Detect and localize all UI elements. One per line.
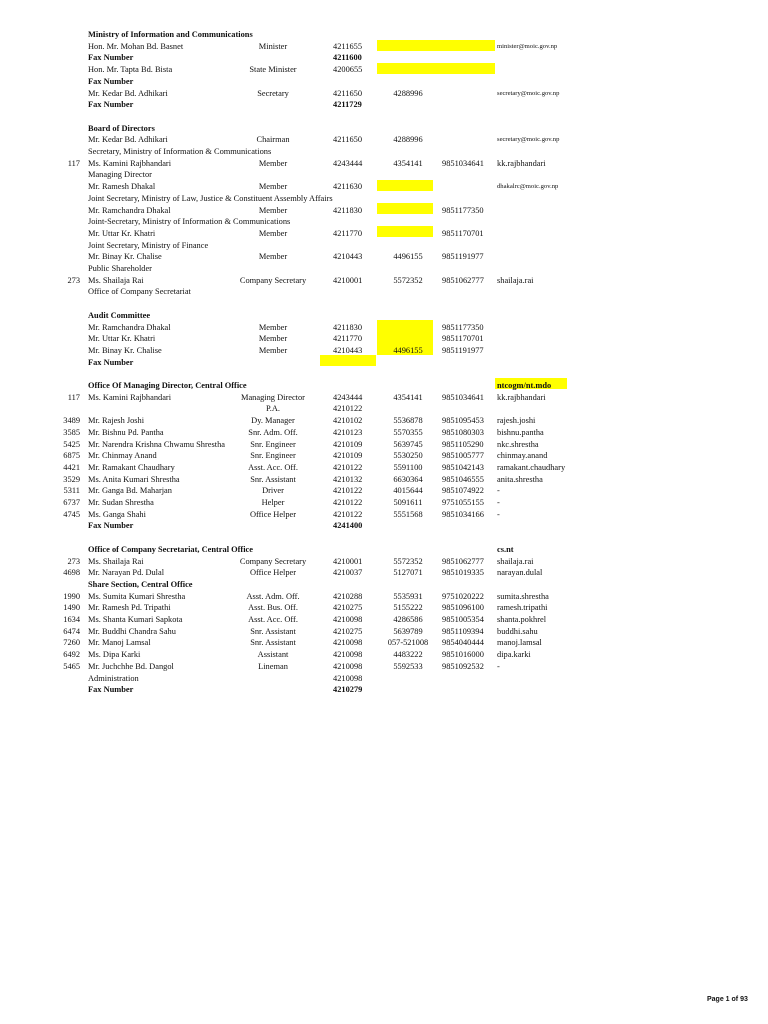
phone-number-2: 5570355 [393,427,423,437]
staff-code: 6875 [63,451,80,461]
mobile-number: 9854040444 [442,638,484,648]
staff-code: 5311 [63,486,80,496]
directory-row [0,88,768,99]
phone-number: 4210122 [333,509,363,519]
designation: Member [258,205,288,215]
entry-name: Mr. Uttar Kr. Khatri [88,228,156,238]
phone-number-2: 5535931 [393,591,423,601]
designation: Member [258,182,288,192]
phone-number: 4211770 [333,334,363,344]
directory-row [0,532,768,543]
designation: Snr. Adm. Off. [248,427,298,437]
phone-number: 4211770 [333,228,363,238]
email-id: bishnu.pantha [497,427,544,437]
phone-number: 4210123 [333,427,363,437]
phone-number: 4211630 [333,182,363,192]
email-id: sumita.shrestha [497,591,549,601]
directory-row [0,286,768,297]
email-id: manoj.lamsal [497,638,542,648]
phone-number-2: 5127071 [393,568,423,578]
mobile-number: 9851005777 [442,451,484,461]
entry-name: Hon. Mr. Mohan Bd. Basnet [88,41,184,51]
entry-name: Ms. Anita Kumari Shrestha [88,474,180,484]
directory-row [0,380,768,391]
entry-name: Audit Committee [88,310,151,320]
entry-name: Mr. Ramesh Pd. Tripathi [88,603,171,613]
directory-row [0,251,768,262]
directory-row [0,403,768,414]
designation: State Minister [249,65,297,75]
email-id: dhakalrc@moic.gov.np [497,183,559,191]
designation: Company Secretary [239,275,307,285]
email-id: narayan.dulal [497,568,543,578]
directory-row [0,684,768,695]
entry-name: Mr. Kedar Bd. Adhikari [88,135,168,145]
mobile-number: 9851191977 [442,252,484,262]
mobile-number: 9851096100 [442,603,484,613]
page-number: Page 1 of 93 [707,996,748,1003]
entry-name: Mr. Ramchandra Dhakal [88,322,171,332]
directory-row [0,450,768,461]
designation: Office Helper [249,568,297,578]
entry-name: Mr. Sudan Shrestha [88,498,154,507]
entry-name: Fax Number [88,357,134,367]
phone-number: 4243444 [333,392,363,402]
phone-number-2: 4015644 [393,486,423,496]
directory-row [0,357,768,368]
directory-row [0,462,768,473]
entry-name: Mr. Ganga Bd. Maharjan [88,486,172,496]
phone-number: 4210109 [333,439,363,449]
phone-number-2: 5639745 [393,439,423,449]
designation: Lineman [258,661,288,671]
entry-name: Mr. Ramchandra Dhakal [88,205,171,215]
directory-row [0,322,768,333]
email-id: minister@moic.gov.np [497,42,558,50]
directory-row [0,392,768,403]
designation: Member [258,228,288,238]
directory-row [0,567,768,578]
directory-row [0,76,768,87]
designation: Secretary [257,88,289,98]
designation: Member [258,334,288,344]
entry-name: Ms. Dipa Karki [88,650,141,660]
phone-number-2: 5572352 [393,556,423,566]
mobile-number: 9851034641 [442,158,484,168]
designation: Snr. Engineer [250,439,296,449]
designation: Minister [258,41,288,51]
directory-row [0,181,768,192]
designation: Chairman [256,135,290,145]
phone-number-2: 4286586 [393,615,423,624]
phone-number: 4210132 [333,474,363,484]
staff-code: 3489 [63,416,80,426]
directory-row [0,544,768,555]
email-id: cs.nt [497,544,514,554]
directory-row [0,368,768,379]
phone-number: 4210098 [333,638,363,648]
email-id: - [497,486,500,496]
staff-code: 3585 [63,427,80,437]
phone-number: 4210109 [333,451,363,461]
designation: Snr. Engineer [250,451,296,461]
designation: P.A. [266,404,280,414]
entry-name: Fax Number [88,685,134,695]
entry-name: Ms. Sumita Kumari Shrestha [88,591,186,601]
phone-number: 4210001 [333,275,363,285]
staff-code: 6737 [63,498,80,507]
staff-code: 4421 [63,462,80,472]
entry-name: Mr. Chinmay Anand [88,451,157,461]
phone-number: 4210288 [333,591,363,601]
entry-name: Joint-Secretary, Ministry of Information & Communications [88,217,291,227]
staff-code: 117 [67,158,80,168]
phone-number: 4210122 [333,404,363,414]
directory-row [0,228,768,239]
email-id: shailaja.rai [497,556,534,566]
entry-name: Mr. Narayan Pd. Dulal [88,568,165,578]
phone-number-2: 5155222 [393,603,423,613]
mobile-number: 9851105290 [442,439,484,449]
designation: Managing Director [241,392,305,402]
email-id: - [497,498,500,507]
directory-row [0,649,768,660]
staff-code: 5425 [63,439,80,449]
directory-row [0,158,768,169]
staff-code: 6492 [63,650,80,660]
directory-row [0,509,768,520]
staff-code: 1634 [63,615,80,624]
phone-number: 4210098 [333,615,363,624]
entry-name: Joint Secretary, Ministry of Finance [88,240,209,250]
phone-number-2: 5639789 [393,626,423,636]
phone-number: 4210443 [333,345,363,355]
designation: Member [258,345,288,355]
mobile-number: 9851191977 [442,345,484,355]
phone-number: 4211650 [333,88,363,98]
phone-number: 4211830 [333,322,363,332]
phone-number: 4210443 [333,252,363,262]
entry-name: Ms. Kamini Rajbhandari [88,392,172,402]
email-id: secretary@moic.gov.np [497,89,560,97]
phone-number-2: 4496155 [393,252,423,262]
phone-number-2: 4288996 [393,135,423,145]
entry-name: Office Of Managing Director, Central Office [88,381,247,390]
phone-number: 4210098 [333,661,363,671]
phone-number-2: 5591100 [393,462,423,472]
entry-name: Ms. Kamini Rajbhandari [88,158,172,168]
directory-row [0,310,768,321]
directory-row [0,263,768,274]
directory-row [0,497,768,508]
email-id: kk.rajbhandari [497,158,546,168]
directory-row [0,134,768,145]
staff-code: 4745 [63,509,80,519]
directory-row [0,298,768,309]
phone-number-2: 5592533 [393,661,423,671]
directory-row [0,579,768,590]
phone-number-2: 4496155 [393,345,423,355]
entry-name: Mr. Binay Kr. Chalise [88,345,162,355]
designation: Helper [261,498,285,507]
directory-row [0,52,768,63]
designation: Assistant [257,650,289,660]
phone-number: 4210122 [333,498,363,507]
entry-name: Mr. Bishnu Pd. Pantha [88,427,164,437]
phone-number-2: 6630364 [393,474,423,484]
phone-number: 4210102 [333,416,363,426]
staff-code: 6474 [63,626,80,636]
mobile-number: 9851095453 [442,416,484,426]
email-id: chinmay.anand [497,451,548,461]
entry-name: Secretary, Ministry of Information & Communications [88,147,272,156]
phone-number-2: 5091611 [393,498,423,507]
entry-name: Mr. Ramakant Chaudhary [88,462,175,472]
entry-name: Ms. Ganga Shahi [88,509,146,519]
entry-name: Ms. Shailaja Rai [88,275,144,285]
designation: Member [258,158,288,168]
entry-name: Ms. Shanta Kumari Sapkota [88,615,183,624]
entry-name: Mr. Uttar Kr. Khatri [88,334,156,344]
entry-name: Fax Number [88,100,134,110]
staff-code: 1490 [63,603,80,613]
phone-number: 4210275 [333,626,363,636]
phone-number: 4211655 [333,41,363,51]
directory-row [0,556,768,567]
email-id: nkc.shrestha [497,439,539,449]
mobile-number: 9851062777 [442,275,484,285]
entry-name: Mr. Juchchhe Bd. Dangol [88,661,174,671]
phone-number: 4211729 [333,100,362,110]
phone-number-2: 5530250 [393,451,423,461]
entry-name: Fax Number [88,521,134,531]
designation: Snr. Assistant [250,474,296,484]
mobile-number: 9851177350 [442,205,484,215]
directory-row [0,474,768,485]
designation: Driver [262,486,284,496]
email-id: dipa.karki [497,650,531,660]
mobile-number: 9851177350 [442,322,484,332]
mobile-number: 9851019335 [442,568,484,578]
directory-row [0,602,768,613]
entry-name: Share Section, Central Office [88,579,193,589]
directory-row [0,64,768,75]
staff-code: 5465 [63,661,80,671]
mobile-number: 9851062777 [442,556,484,566]
phone-number-2: 4354141 [393,158,423,168]
mobile-number: 9851005354 [442,615,484,624]
entry-name: Fax Number [88,76,134,86]
directory-row [0,29,768,40]
entry-name: Managing Director [88,170,152,180]
directory-row [0,99,768,110]
entry-name: Mr. Narendra Krishna Chwamu Shrestha [88,439,225,449]
entry-name: Mr. Manoj Lamsal [88,638,151,648]
staff-code: 4698 [63,568,80,578]
entry-name: Office of Company Secretariat, Central Office [88,544,253,554]
directory-row [0,673,768,684]
phone-number: 4210275 [333,603,363,613]
phone-number: 4210098 [333,650,363,660]
staff-code: 1990 [63,591,80,601]
phone-number: 4210122 [333,486,363,496]
designation: Company Secretary [239,556,307,566]
entry-name: Mr. Binay Kr. Chalise [88,252,162,262]
phone-number-2: 5551568 [393,509,423,519]
directory-row [0,661,768,672]
email-id: - [497,661,500,671]
entry-name: Ms. Shailaja Rai [88,556,144,566]
entry-name: Mr. Ramesh Dhakal [88,182,156,192]
phone-number: 4241400 [333,521,363,531]
email-id: - [497,509,500,519]
designation: Asst. Acc. Off. [248,615,298,624]
email-id: buddhi.sahu [497,626,538,636]
mobile-number: 9851109394 [442,626,484,636]
phone-number: 4210098 [333,673,363,683]
staff-code: 273 [67,275,80,285]
entry-name: Mr. Buddhi Chandra Sahu [88,626,176,636]
staff-code: 117 [67,392,80,402]
mobile-number: 9851080303 [442,427,484,437]
directory-row [0,41,768,52]
email-id: ramakant.chaudhary [497,462,566,472]
phone-number: 4211600 [333,53,362,63]
designation: Office Helper [249,509,297,519]
directory-row [0,485,768,496]
directory-row [0,427,768,438]
entry-name: Board of Directors [88,123,155,133]
phone-number: 4211830 [333,205,363,215]
directory-row [0,193,768,204]
phone-number: 4211650 [333,135,363,145]
entry-name: Ministry of Information and Communications [88,30,253,39]
mobile-number: 9851034641 [442,392,484,402]
email-id: shailaja.rai [497,275,534,285]
staff-code: 7260 [63,638,80,648]
directory-row [0,216,768,227]
directory-row [0,591,768,602]
entry-name: Fax Number [88,53,134,63]
entry-name: Office of Company Secretariat [88,287,191,297]
designation: Snr. Assistant [250,638,296,648]
email-id: kk.rajbhandari [497,392,546,402]
directory-row [0,439,768,450]
phone-number: 4200655 [333,65,363,75]
designation: Member [258,322,288,332]
directory-row [0,240,768,251]
phone-number: 4210279 [333,685,363,695]
directory-row [0,345,768,356]
phone-number-2: 5536878 [393,416,423,426]
directory-row [0,520,768,531]
mobile-number: 9851092532 [442,661,484,671]
designation: Asst. Acc. Off. [248,462,298,472]
directory-row [0,626,768,637]
mobile-number: 9751020222 [442,591,484,601]
designation: Snr. Assistant [250,626,296,636]
entry-name: Hon. Mr. Tapta Bd. Bista [88,65,173,75]
directory-row [0,275,768,286]
phone-number-2: 057-521008 [387,638,429,648]
designation: Member [258,252,288,262]
email-id: rajesh.joshi [497,416,536,426]
phone-number: 4210122 [333,462,363,472]
mobile-number: 9851170701 [442,334,484,344]
designation: Dy. Manager [251,416,295,426]
phone-number: 4210037 [333,568,363,578]
mobile-number: 9851074922 [442,486,484,496]
designation: Asst. Adm. Off. [246,591,300,601]
mobile-number: 9851046555 [442,474,484,484]
directory-row [0,146,768,157]
directory-row [0,415,768,426]
mobile-number: 9751055155 [442,498,484,507]
entry-name: Public Shareholder [88,264,152,273]
phone-number-2: 4483222 [393,650,423,660]
entry-name: Mr. Rajesh Joshi [88,416,145,426]
directory-row [0,637,768,648]
staff-code: 273 [67,556,80,566]
directory-row [0,614,768,625]
entry-name: Mr. Kedar Bd. Adhikari [88,88,168,98]
email-id: shanta.pokhrel [497,615,547,624]
phone-number-2: 4288996 [393,88,423,98]
staff-code: 3529 [63,474,80,484]
email-id: anita.shrestha [497,474,543,484]
directory-row [0,111,768,122]
mobile-number: 9851170701 [442,228,484,238]
phone-number-2: 5572352 [393,275,423,285]
phone-number: 4210001 [333,556,363,566]
directory-row [0,123,768,134]
email-id: ramesh.tripathi [497,603,548,613]
mobile-number: 9851034166 [442,509,484,519]
email-id: ntcogm/nt.mdo [497,381,552,390]
phone-number: 4243444 [333,158,363,168]
directory-row [0,333,768,344]
phone-number-2: 4354141 [393,392,423,402]
entry-name: Joint Secretary, Ministry of Law, Justice & Constituent Assembly Affairs [88,193,333,203]
mobile-number: 9851016000 [442,650,484,660]
directory-row [0,205,768,216]
entry-name: Administration [88,673,139,683]
designation: Asst. Bus. Off. [248,603,298,613]
email-id: secretary@moic.gov.np [497,136,560,144]
directory-row [0,169,768,180]
mobile-number: 9851042143 [442,462,484,472]
